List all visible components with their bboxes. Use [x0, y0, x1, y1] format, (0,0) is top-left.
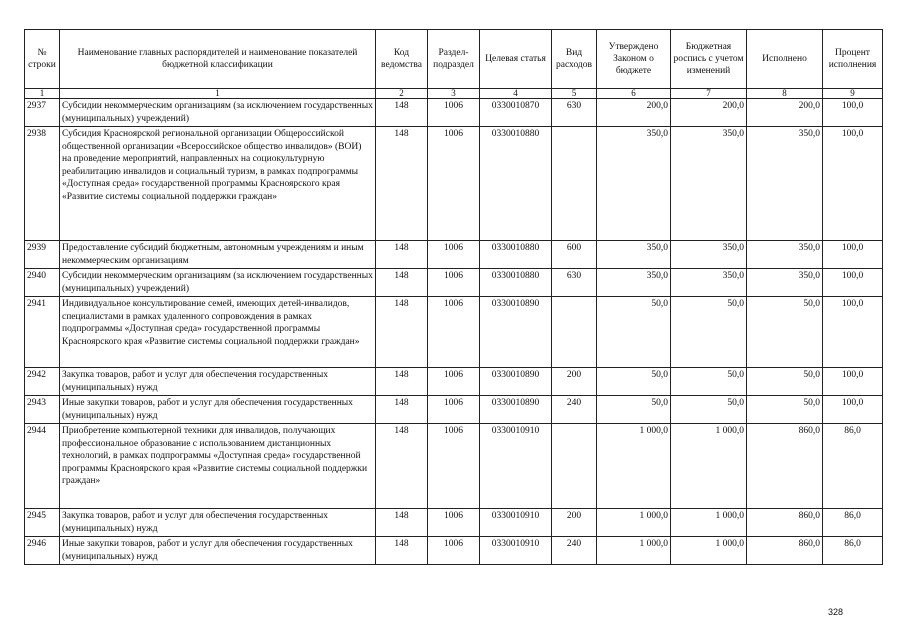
budget-execution-table: [24, 29, 883, 565]
row-dept-code: 148: [376, 424, 428, 509]
row-dept-code: 148: [376, 509, 428, 537]
row-target: 0330010910: [480, 424, 552, 509]
row-executed: 350,0: [747, 127, 823, 241]
row-percent: 100,0: [823, 99, 883, 127]
row-number: 2937: [25, 99, 60, 127]
row-approved: 350,0: [597, 241, 671, 269]
row-budget-list: 50,0: [671, 368, 747, 396]
row-dept-code: 148: [376, 297, 428, 368]
row-approved: 1 000,0: [597, 424, 671, 509]
column-number: 1: [25, 89, 60, 99]
column-number: 9: [823, 89, 883, 99]
header-percent: Процент исполнения: [823, 30, 883, 89]
row-budget-list: 50,0: [671, 396, 747, 424]
row-target: 0330010880: [480, 241, 552, 269]
row-approved: 350,0: [597, 127, 671, 241]
row-executed: 350,0: [747, 241, 823, 269]
row-executed: 50,0: [747, 297, 823, 368]
row-dept-code: 148: [376, 368, 428, 396]
table-row: [25, 368, 883, 396]
row-budget-list: 1 000,0: [671, 537, 747, 565]
row-name: Субсидии некоммерческим организациям (за исключением государственных (муниципальных) учреждений): [60, 99, 376, 127]
row-dept-code: 148: [376, 99, 428, 127]
row-name: Индивидуальное консультирование семей, имеющих детей-инвалидов, специалистами в рамках удаленного сопровождения в рамках подпрограммы «Доступная среда» государственной программы Красноярского края «Развитие системы социальной поддержки граждан»: [60, 297, 376, 368]
row-section: 1006: [428, 297, 480, 368]
row-percent: 100,0: [823, 396, 883, 424]
header-name: Наименование главных распорядителей и наименование показателей бюджетной классификации: [60, 30, 376, 89]
row-number: 2944: [25, 424, 60, 509]
row-approved: 350,0: [597, 269, 671, 297]
row-percent: 100,0: [823, 127, 883, 241]
table-row: [25, 269, 883, 297]
row-dept-code: 148: [376, 269, 428, 297]
row-percent: 100,0: [823, 269, 883, 297]
row-dept-code: 148: [376, 396, 428, 424]
row-expense-type: 240: [552, 396, 597, 424]
row-name: Приобретение компьютерной техники для инвалидов, получающих профессиональное образование с использованием дистанционных технологий, в рамках подпрограммы «Доступная среда» государственной программы Красноярского края «Развитие системы социальной поддержки граждан»: [60, 424, 376, 509]
column-number: 2: [376, 89, 428, 99]
row-budget-list: 200,0: [671, 99, 747, 127]
row-section: 1006: [428, 537, 480, 565]
row-budget-list: 1 000,0: [671, 424, 747, 509]
table-row: [25, 509, 883, 537]
row-percent: 86,0: [823, 537, 883, 565]
row-section: 1006: [428, 424, 480, 509]
row-executed: 200,0: [747, 99, 823, 127]
row-expense-type: 630: [552, 269, 597, 297]
row-target: 0330010890: [480, 368, 552, 396]
header-section: Раздел-подраздел: [428, 30, 480, 89]
row-budget-list: 50,0: [671, 297, 747, 368]
page-number: 328: [828, 607, 844, 617]
row-executed: 50,0: [747, 368, 823, 396]
row-dept-code: 148: [376, 241, 428, 269]
row-expense-type: [552, 127, 597, 241]
row-target: 0330010890: [480, 297, 552, 368]
table-row: [25, 99, 883, 127]
row-executed: 50,0: [747, 396, 823, 424]
table-row: [25, 127, 883, 241]
row-expense-type: 600: [552, 241, 597, 269]
row-number: 2946: [25, 537, 60, 565]
row-target: 0330010910: [480, 537, 552, 565]
row-percent: 86,0: [823, 424, 883, 509]
row-expense-type: 200: [552, 368, 597, 396]
row-name: Закупка товаров, работ и услуг для обеспечения государственных (муниципальных) нужд: [60, 368, 376, 396]
column-number: 4: [480, 89, 552, 99]
row-executed: 860,0: [747, 537, 823, 565]
row-section: 1006: [428, 127, 480, 241]
row-name: Субсидия Красноярской региональной организации Общероссийской общественной организации «Всероссийское общество инвалидов» (ВОИ) на проведение мероприятий, направленных на социокультурную реабилитацию инвалидов и социальный туризм, в рамках подпрограммы «Доступная среда» государственной программы Красноярского края «Развитие системы социальной поддержки граждан»: [60, 127, 376, 241]
header-executed: Исполнено: [747, 30, 823, 89]
row-section: 1006: [428, 99, 480, 127]
table-row: [25, 537, 883, 565]
row-executed: 350,0: [747, 269, 823, 297]
row-expense-type: [552, 424, 597, 509]
row-budget-list: 1 000,0: [671, 509, 747, 537]
row-approved: 50,0: [597, 396, 671, 424]
row-percent: 100,0: [823, 297, 883, 368]
row-approved: 200,0: [597, 99, 671, 127]
row-name: Субсидии некоммерческим организациям (за исключением государственных (муниципальных) учреждений): [60, 269, 376, 297]
row-number: 2943: [25, 396, 60, 424]
row-expense-type: [552, 297, 597, 368]
column-number: 3: [428, 89, 480, 99]
column-number: 7: [671, 89, 747, 99]
table-row: [25, 241, 883, 269]
row-number: 2939: [25, 241, 60, 269]
row-expense-type: 200: [552, 509, 597, 537]
table-row: [25, 297, 883, 368]
row-number: 2942: [25, 368, 60, 396]
header-dept-code: Код ведомства: [376, 30, 428, 89]
row-approved: 1 000,0: [597, 537, 671, 565]
row-section: 1006: [428, 269, 480, 297]
table-row: [25, 424, 883, 509]
column-number: 5: [552, 89, 597, 99]
row-budget-list: 350,0: [671, 241, 747, 269]
row-budget-list: 350,0: [671, 127, 747, 241]
row-target: 0330010890: [480, 396, 552, 424]
row-dept-code: 148: [376, 537, 428, 565]
row-section: 1006: [428, 368, 480, 396]
row-name: Предоставление субсидий бюджетным, автономным учреждениям и иным некоммерческим организациям: [60, 241, 376, 269]
row-target: 0330010880: [480, 127, 552, 241]
row-target: 0330010910: [480, 509, 552, 537]
row-executed: 860,0: [747, 424, 823, 509]
column-number: 1: [60, 89, 376, 99]
header-target: Целевая статья: [480, 30, 552, 89]
row-percent: 100,0: [823, 241, 883, 269]
header-row: [25, 30, 883, 89]
header-approved: Утверждено Законом о бюджете: [597, 30, 671, 89]
header-row-no: № строки: [25, 30, 60, 89]
row-target: 0330010880: [480, 269, 552, 297]
row-approved: 50,0: [597, 368, 671, 396]
column-number-row: [25, 89, 883, 99]
row-target: 0330010870: [480, 99, 552, 127]
row-expense-type: 240: [552, 537, 597, 565]
row-name: Закупка товаров, работ и услуг для обеспечения государственных (муниципальных) нужд: [60, 509, 376, 537]
row-section: 1006: [428, 509, 480, 537]
row-number: 2941: [25, 297, 60, 368]
row-budget-list: 350,0: [671, 269, 747, 297]
column-number: 8: [747, 89, 823, 99]
row-number: 2945: [25, 509, 60, 537]
row-percent: 86,0: [823, 509, 883, 537]
column-number: 6: [597, 89, 671, 99]
row-section: 1006: [428, 396, 480, 424]
row-name: Иные закупки товаров, работ и услуг для обеспечения государственных (муниципальных) нужд: [60, 537, 376, 565]
row-number: 2940: [25, 269, 60, 297]
header-expense-type: Вид расходов: [552, 30, 597, 89]
row-percent: 100,0: [823, 368, 883, 396]
row-approved: 1 000,0: [597, 509, 671, 537]
row-expense-type: 630: [552, 99, 597, 127]
row-section: 1006: [428, 241, 480, 269]
row-approved: 50,0: [597, 297, 671, 368]
row-number: 2938: [25, 127, 60, 241]
row-name: Иные закупки товаров, работ и услуг для обеспечения государственных (муниципальных) нужд: [60, 396, 376, 424]
header-budget-list: Бюджетная роспись с учетом изменений: [671, 30, 747, 89]
row-dept-code: 148: [376, 127, 428, 241]
table-row: [25, 396, 883, 424]
row-executed: 860,0: [747, 509, 823, 537]
